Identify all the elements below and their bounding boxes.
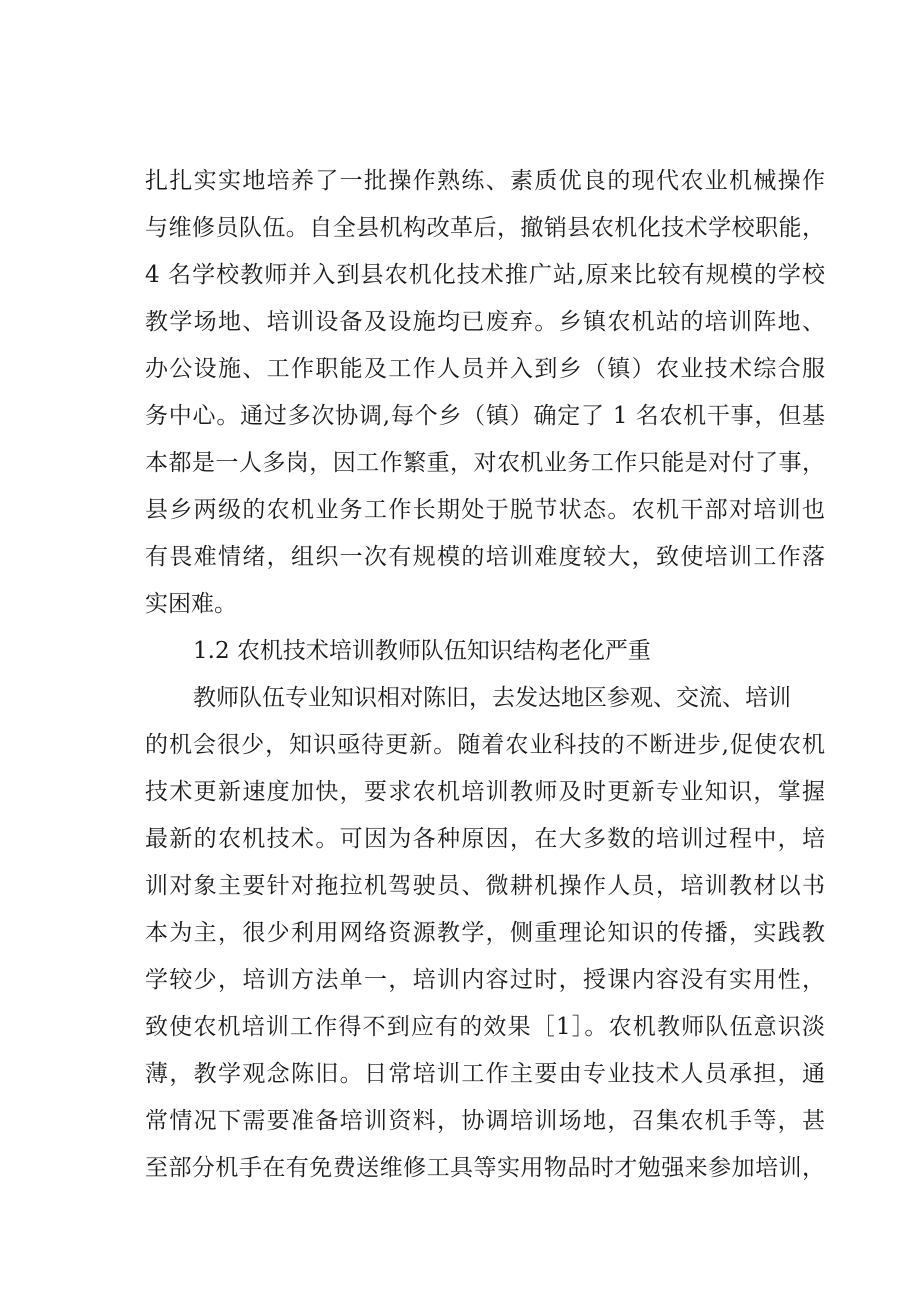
text-line: 常情况下需要准备培训资料，协调培训场地，召集农机手等，甚 bbox=[145, 1108, 825, 1134]
text-line: 务中心。通过多次协调,每个乡（镇）确定了 1 名农机干事，但基 bbox=[145, 403, 825, 429]
text-line: 学较少，培训方法单一，培训内容过时，授课内容没有实用性， bbox=[145, 967, 825, 993]
paragraph-first-line: 教师队伍专业知识相对陈旧，去发达地区参观、交流、培训 bbox=[193, 685, 791, 711]
text-line: 本都是一人多岗，因工作繁重，对农机业务工作只能是对付了事， bbox=[145, 450, 825, 476]
text-line: 与维修员队伍。自全县机构改革后，撤销县农机化技术学校职能， bbox=[145, 215, 825, 241]
text-line: 县乡两级的农机业务工作长期处于脱节状态。农机干部对培训也 bbox=[145, 497, 825, 523]
text-line: 最新的农机技术。可因为各种原因，在大多数的培训过程中，培 bbox=[145, 826, 825, 852]
text-line: 实困难。 bbox=[145, 591, 237, 617]
text-line: 本为主，很少利用网络资源教学，侧重理论知识的传播，实践教 bbox=[145, 920, 825, 946]
text-line: 有畏难情绪，组织一次有规模的培训难度较大，致使培训工作落 bbox=[145, 544, 825, 570]
text-line: 薄，教学观念陈旧。日常培训工作主要由专业技术人员承担，通 bbox=[145, 1061, 825, 1087]
text-line: 办公设施、工作职能及工作人员并入到乡（镇）农业技术综合服 bbox=[145, 356, 825, 382]
text-line: 扎扎实实地培养了一批操作熟练、素质优良的现代农业机械操作 bbox=[145, 168, 825, 194]
text-line: 4 名学校教师并入到县农机化技术推广站,原来比较有规模的学校 bbox=[145, 262, 825, 288]
text-line: 训对象主要针对拖拉机驾驶员、微耕机操作人员，培训教材以书 bbox=[145, 873, 825, 899]
text-line: 技术更新速度加快，要求农机培训教师及时更新专业知识，掌握 bbox=[145, 779, 825, 805]
text-line: 至部分机手在有免费送维修工具等实用物品时才勉强来参加培训， bbox=[145, 1155, 825, 1181]
text-line: 教学场地、培训设备及设施均已废弃。乡镇农机站的培训阵地、 bbox=[145, 309, 825, 335]
body-text bbox=[145, 158, 825, 1192]
text-line: 的机会很少，知识亟待更新。随着农业科技的不断进步,促使农机 bbox=[145, 732, 825, 758]
text-line: 致使农机培训工作得不到应有的效果［1］。农机教师队伍意识淡 bbox=[145, 1014, 825, 1040]
section-heading: 1.2 农机技术培训教师队伍知识结构老化严重 bbox=[193, 638, 651, 664]
